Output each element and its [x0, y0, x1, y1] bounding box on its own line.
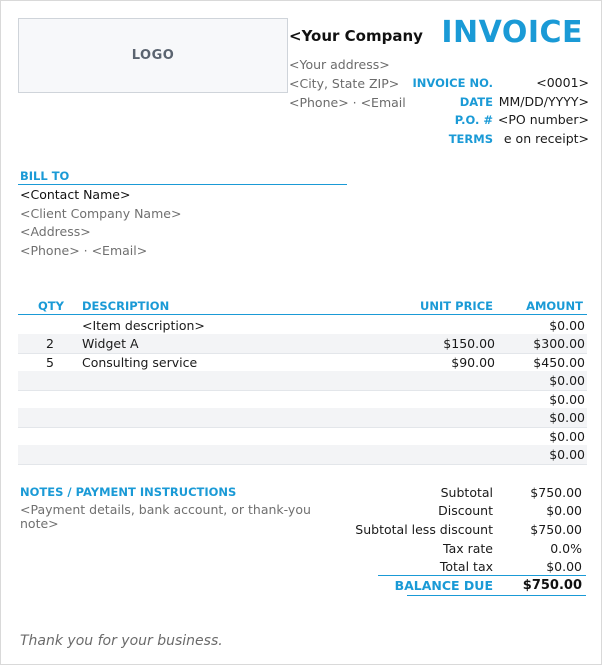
table-header-divider	[18, 314, 587, 315]
date-value: MM/DD/YYYY>	[498, 94, 589, 109]
tax-rate-value: 0.0%	[550, 541, 582, 556]
row-amount: $450.00	[533, 355, 585, 370]
row-amount: $300.00	[533, 336, 585, 351]
bill-to-address: <Address>	[20, 224, 91, 239]
row-amount: $0.00	[549, 392, 585, 407]
table-row	[18, 390, 587, 410]
total-tax-value: $0.00	[546, 559, 582, 574]
table-row	[18, 353, 587, 373]
row-description: Consulting service	[82, 355, 198, 370]
invoice-number-value: <0001>	[536, 75, 589, 90]
row-unit-price: $90.00	[451, 355, 495, 370]
total-tax-label: Total tax	[439, 559, 493, 574]
subtotal-value: $750.00	[530, 485, 582, 500]
balance-due-value: $750.00	[522, 578, 582, 593]
row-amount: $0.00	[549, 318, 585, 333]
bill-to-divider	[18, 184, 347, 185]
row-unit-price: $150.00	[443, 336, 495, 351]
table-row	[18, 408, 587, 428]
logo-label: LOGO	[131, 48, 175, 63]
thank-you-note: Thank you for your business.	[20, 633, 223, 649]
description-column-header: DESCRIPTION	[82, 299, 170, 313]
unit-price-column-header: UNIT PRICE	[420, 299, 493, 313]
balance-divider-top	[378, 575, 586, 576]
company-contact: <Phone> · <Email	[289, 95, 406, 110]
invoice-title: INVOICE	[441, 15, 583, 50]
tax-rate-label: Tax rate	[443, 541, 493, 556]
subtotal-label: Subtotal	[440, 485, 493, 500]
invoice-number-label: INVOICE NO.	[412, 76, 493, 90]
row-amount: $0.00	[549, 410, 585, 425]
balance-due-label: BALANCE DUE	[394, 578, 493, 593]
company-name: <Your Company	[289, 27, 423, 45]
table-row	[18, 334, 587, 354]
table-row	[18, 316, 587, 336]
notes-text: <Payment details, bank account, or thank-you note>	[20, 502, 311, 531]
row-amount: $0.00	[549, 447, 585, 462]
row-amount: $0.00	[549, 373, 585, 388]
discount-label: Discount	[438, 503, 493, 518]
qty-column-header: QTY	[38, 299, 64, 313]
date-label: DATE	[459, 95, 493, 109]
table-row	[18, 371, 587, 391]
row-amount: $0.00	[549, 429, 585, 444]
company-address: <Your address>	[289, 57, 390, 72]
terms-value: e on receipt>	[503, 131, 589, 146]
row-description: Widget A	[82, 336, 139, 351]
table-row	[18, 427, 587, 447]
company-city: <City, State ZIP>	[289, 76, 400, 91]
amount-column-header: AMOUNT	[526, 299, 583, 313]
table-row	[18, 445, 587, 465]
po-number-value: <PO number>	[497, 112, 589, 127]
bill-to-phone-email: <Phone> · <Email>	[20, 243, 148, 258]
balance-divider-bottom	[407, 595, 586, 596]
logo-placeholder	[18, 18, 288, 93]
bill-to-contact-name: <Contact Name>	[20, 187, 131, 202]
row-description: <Item description>	[82, 318, 205, 333]
subtotal-less-discount-value: $750.00	[530, 522, 582, 537]
discount-value: $0.00	[546, 503, 582, 518]
po-number-label: P.O. #	[454, 113, 493, 127]
notes-heading: NOTES / PAYMENT INSTRUCTIONS	[20, 485, 237, 499]
row-qty: 5	[46, 355, 54, 370]
bill-to-heading: BILL TO	[20, 169, 70, 183]
row-qty: 2	[46, 336, 54, 351]
terms-label: TERMS	[448, 132, 493, 146]
subtotal-less-discount-label: Subtotal less discount	[355, 522, 493, 537]
bill-to-company: <Client Company Name>	[20, 206, 182, 221]
